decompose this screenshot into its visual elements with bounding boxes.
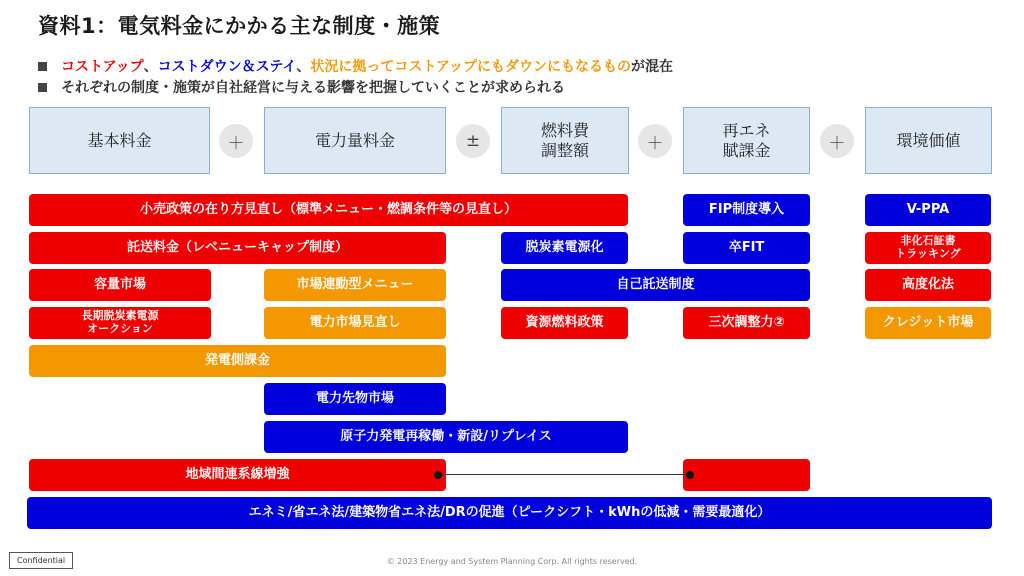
bar-resource-fuel-policy: 資源燃料政策: [501, 307, 628, 339]
bar-v-ppa: V-PPA: [865, 194, 991, 226]
page-title: 資料1：電気料金にかかる主な制度・施策: [38, 14, 441, 38]
bar-energy-saving: エネミ/省エネ法/建築物省エネ法/DRの促進（ピークシフト・kWhの低減・需要最適化）: [27, 497, 992, 529]
bar-tertiary-reserve: 三次調整力②: [683, 307, 810, 339]
connector-dot: [434, 471, 442, 479]
legend-separator: 、: [143, 59, 158, 75]
plus-operator: ＋: [219, 124, 253, 158]
legend-separator: 、: [296, 59, 311, 75]
bar-decarbonization: 脱炭素電源化: [501, 232, 628, 264]
bar-fip: FIP制度導入: [683, 194, 810, 226]
legend-cost-up: コストアップ: [61, 59, 144, 75]
bar-power-futures: 電力先物市場: [264, 383, 446, 415]
bar-generation-charge: 発電側課金: [29, 345, 446, 377]
header-environmental-value: 環境価値: [865, 107, 992, 174]
legend-either: 状況に拠ってコストアップにもダウンにもなるもの: [310, 59, 631, 75]
legend-tail: が混在: [630, 59, 673, 75]
legend-bullet: [38, 56, 673, 76]
header-energy-charge: 電力量料金: [264, 107, 446, 174]
header-fuel-adjustment: 燃料費 調整額: [501, 107, 629, 174]
plus-operator: ＋: [638, 124, 672, 158]
bar-sophistication-act: 高度化法: [865, 269, 991, 301]
summary-text: それぞれの制度・施策が自社経営に与える影響を把握していくことが求められる: [61, 80, 565, 96]
bar-market-linked-menu: 市場連動型メニュー: [264, 269, 446, 301]
bar-capacity-market: 容量市場: [29, 269, 211, 301]
legend-cost-down-stay: コストダウン＆ステイ: [157, 59, 297, 75]
plus-operator: ＋: [820, 124, 854, 158]
connector-dot: [686, 471, 694, 479]
bar-wheeling-charge: 託送料金（レベニューキャップ制度）: [29, 232, 446, 264]
bullet-square-icon: [38, 83, 47, 92]
confidential-label: Confidential: [9, 552, 73, 569]
summary-bullet: [38, 77, 565, 97]
bar-nuclear-restart: 原子力発電再稼働・新設/リプレイス: [264, 421, 628, 453]
copyright: © 2023 Energy and System Planning Corp. All rights reserved.: [386, 557, 638, 566]
bar-power-market-review: 電力市場見直し: [264, 307, 446, 339]
bar-self-wheeling: 自己託送制度: [501, 269, 810, 301]
bar-non-fossil-certificate: 非化石証書 トラッキング: [865, 232, 991, 264]
bullet-square-icon: [38, 62, 47, 71]
header-renewable-levy: 再エネ 賦課金: [683, 107, 810, 174]
bar-interconnection: 地域間連系線増強: [29, 459, 446, 491]
plus-minus-operator: ±: [456, 124, 490, 158]
bar-credit-market: クレジット市場: [865, 307, 991, 339]
bar-long-term-auction: 長期脱炭素電源 オークション: [29, 307, 211, 339]
bar-interconnection-end: [683, 459, 810, 491]
bar-retail-policy-review: 小売政策の在り方見直し（標準メニュー・燃調条件等の見直し）: [29, 194, 628, 226]
bar-post-fit: 卒FIT: [683, 232, 810, 264]
connector-line: [438, 474, 691, 475]
header-basic-charge: 基本料金: [29, 107, 210, 174]
